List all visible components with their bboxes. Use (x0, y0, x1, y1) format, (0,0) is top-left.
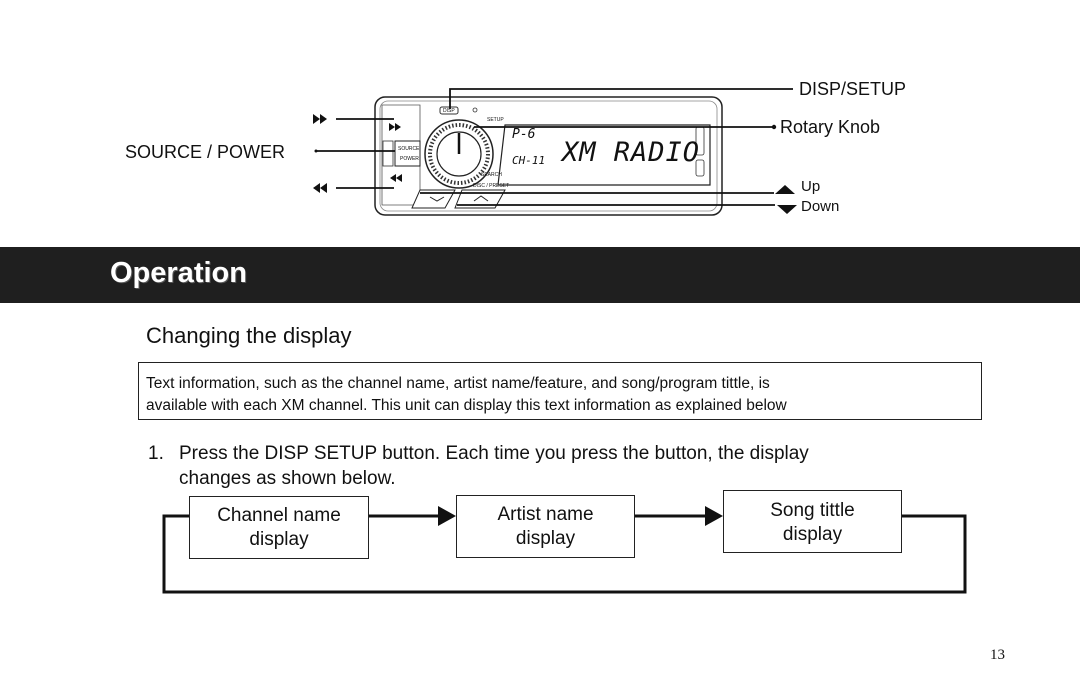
page-number: 13 (990, 647, 1005, 663)
panel-search-label: SEARCH (481, 172, 502, 178)
lcd-preset: P-6 (512, 127, 536, 142)
panel-source-label: SOURCE (398, 146, 420, 152)
flow-box-3-line-1: Song tittle (770, 500, 855, 521)
panel-power-label: POWER (400, 156, 419, 162)
section-title: Operation (110, 257, 247, 289)
down-callout-label: Down (801, 198, 840, 215)
flow-box-1-line-2: display (249, 529, 309, 550)
flow-box-2-line-1: Artist name (497, 504, 594, 525)
info-line-2: available with each XM channel. This unit can display this text information as explained below (146, 397, 787, 414)
flow-arrow-1-icon (438, 506, 456, 526)
disp-setup-callout-label: DISP/SETUP (799, 79, 907, 99)
panel-disc-preset-label: DISC / PRESET (473, 183, 510, 189)
info-line-1: Text information, such as the channel name, artist name/feature, and song/program tittle, is (146, 375, 770, 392)
flow-box-1-line-1: Channel name (217, 505, 341, 526)
step-number: 1. (148, 443, 164, 464)
flow-box-2-line-2: display (515, 528, 576, 549)
step-line-1: Press the DISP SETUP button. Each time you press the button, the display (179, 443, 809, 464)
rotary-knob-callout-label: Rotary Knob (780, 117, 881, 137)
panel-disp-label: DISP (443, 108, 455, 114)
flow-box-song-title (723, 490, 902, 553)
section-subtitle: Changing the display (146, 323, 352, 348)
panel-setup-label: SETUP (487, 117, 504, 123)
flow-box-channel-name (189, 496, 369, 559)
flow-arrow-2-icon (705, 506, 723, 526)
lcd-main-text: XM RADIO (562, 137, 701, 168)
flow-box-3-line-2: display (782, 524, 843, 545)
up-callout-label: Up (801, 178, 821, 195)
source-power-callout-label: SOURCE / POWER (125, 142, 286, 162)
lcd-channel: CH-11 (512, 154, 546, 167)
step-line-2: changes as shown below. (179, 468, 396, 489)
flow-box-artist-name (456, 495, 635, 558)
